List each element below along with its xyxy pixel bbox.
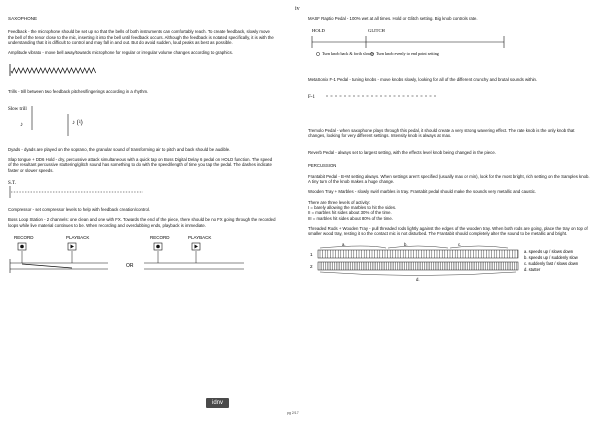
rod-label-d: d. [416, 277, 420, 283]
saxophone-heading: SAXOPHONE [8, 16, 38, 21]
level-item-1: I = barely allowing the marbles to hit the sides. [308, 204, 397, 210]
knob-icon-1 [316, 53, 319, 56]
rod-label-b: b. [404, 242, 408, 248]
level-item-2: II = marbles hit sides about 30% of the time. [308, 210, 392, 216]
amplitude-paragraph: Amplitude vibrato - move bell away/towards microphone for regular or irregular volume changes according to graphics. [8, 50, 233, 56]
idnv-logo: idnv [206, 398, 229, 408]
rod-row-1: 1 [310, 252, 313, 258]
right-column [308, 16, 592, 294]
masf-hold-label: HOLD [312, 28, 325, 34]
page-number: iv [295, 6, 300, 12]
boss-paragraph: Boss Loop Station - 2 channels: one clean and one with FX. Towards the end of the piece, there should be no FX going through the recorded loops while live material continues to be. When recording and overdubbing ends, playback is immediate. [8, 217, 276, 228]
dyads-paragraph: Dyads - dyads are played on the soprano, the granular sound of transforming air to pitch and back should be audible. [8, 146, 231, 152]
masf-figure [308, 26, 508, 70]
rod-legend-b: b. speeds up / suddenly slow [524, 255, 578, 261]
amplitude-vibrato-figure [8, 60, 98, 82]
loop-label-4: PLAYBACK [188, 234, 212, 240]
or-label: OR [126, 262, 134, 269]
percussion-heading: PERCUSSION [308, 163, 337, 169]
slap-paragraph: Slap tongue + DD6 Hold - dry, percussive attack simultaneous with a quick tap on Boss Digital Delay 6 pedal on HOLD function. The speed of the resultant percussive stuttering/glitch sound has something to do with the speed/length of time you tap the pedal. The dashes indicate faster or slower speeds. [8, 157, 273, 173]
trill-figure [8, 100, 128, 140]
threaded-rods-figure [308, 241, 588, 287]
level-item-3: III = marbles hit sides about 80% of the time. [308, 215, 393, 221]
loop-label-1: RECORD [14, 234, 34, 240]
metasonix-paragraph: MetaSonix F-1 Pedal - tuning knobs - move knobs slowly, looking for all of the different crunchy and brutal sounds within. [308, 77, 538, 83]
trill-figure-label: Slow trill [8, 106, 27, 112]
tremolo-paragraph: Tremolo Pedal - when saxophone plays through this pedal, it should create a very strong wavering effect. The rate knob is the only knob that changes, looking for very different settings. Intensity knob is always at max. [308, 127, 575, 138]
levels-intro: There are three levels of activity: [308, 199, 371, 205]
slap-label: S.T. [8, 180, 16, 186]
f1-label: F-1 [308, 94, 315, 100]
trill-note-icon: ♪ [20, 121, 23, 128]
rod-label-a: a. [342, 242, 346, 248]
reverb-paragraph: Reverb Pedal - always set to largest setting, with the effects level knob being changed in the piece. [308, 150, 496, 156]
rod-legend-a: a. speeds up / slows down [524, 249, 574, 255]
rod-legend-d: d. stutter [524, 267, 541, 273]
masf-note-1: Turn knob back & forth slowly [322, 51, 375, 57]
masf-note-2: Turn knob evenly to end point setting [376, 51, 439, 57]
f1-figure [308, 88, 438, 104]
trill-pitch-icon: ♪ (♮) [72, 119, 83, 126]
wooden-paragraph: Wooden Tray + Marbles - slowly swirl marbles in tray. Frantabit pedal should make the sounds very metallic and caustic. [308, 189, 537, 195]
feedback-paragraph: Feedback - the microphone should be set up so that the bells of both instruments can comfortably reach. To create feedback, slowly move the bell of the tenor close to the mic, inserting it into the bell until feedback occurs. Although the feedback is notated specifically, it is with the understanding that it is difficult to control and may fall in and out. But do avoid sudden, loud peaks as best as possible. [8, 29, 274, 45]
loop-label-2: PLAYBACK [66, 234, 90, 240]
loop-label-3: RECORD [150, 234, 170, 240]
rod-row-2: 2 [310, 264, 313, 270]
left-column [8, 16, 276, 292]
loop-station-figure [8, 233, 248, 285]
threaded-paragraph: Threaded Rods + Wooden Tray - pull threaded rods lightly against the edges of the wooden tray. When both rods are going, place the tray on top of smaller wood tray, resting it so the contact mic is not disturbed. The Frantabit should completely alter the sound to be metallic and bright. [308, 225, 588, 237]
rod-legend-c: c. suddenly fast / slows down [524, 261, 579, 267]
masf-glitch-label: GLITCH [368, 28, 385, 34]
slap-tongue-figure [8, 178, 148, 200]
frantabit-paragraph: Frantabit Pedal - B+M setting always. When settings aren't specified (usually max or min), look for the most bright, rich setting on the Samples knob. A tiny turn of the knob makes a huge change. [308, 173, 590, 185]
compressor-paragraph: Compressor - set compressor levels to help with feedback creation/control. [8, 206, 151, 212]
trills-paragraph: Trills - trill between two feedback pitches/fingerings according in a rhythm. [8, 89, 149, 95]
rod-label-c: c. [458, 242, 462, 248]
page-footer: pg 2/17 [287, 411, 299, 415]
masf-paragraph: MASF Raptio Pedal - 100% wet at all times. Hold or Glitch setting. Big knob controls rate. [308, 16, 478, 21]
